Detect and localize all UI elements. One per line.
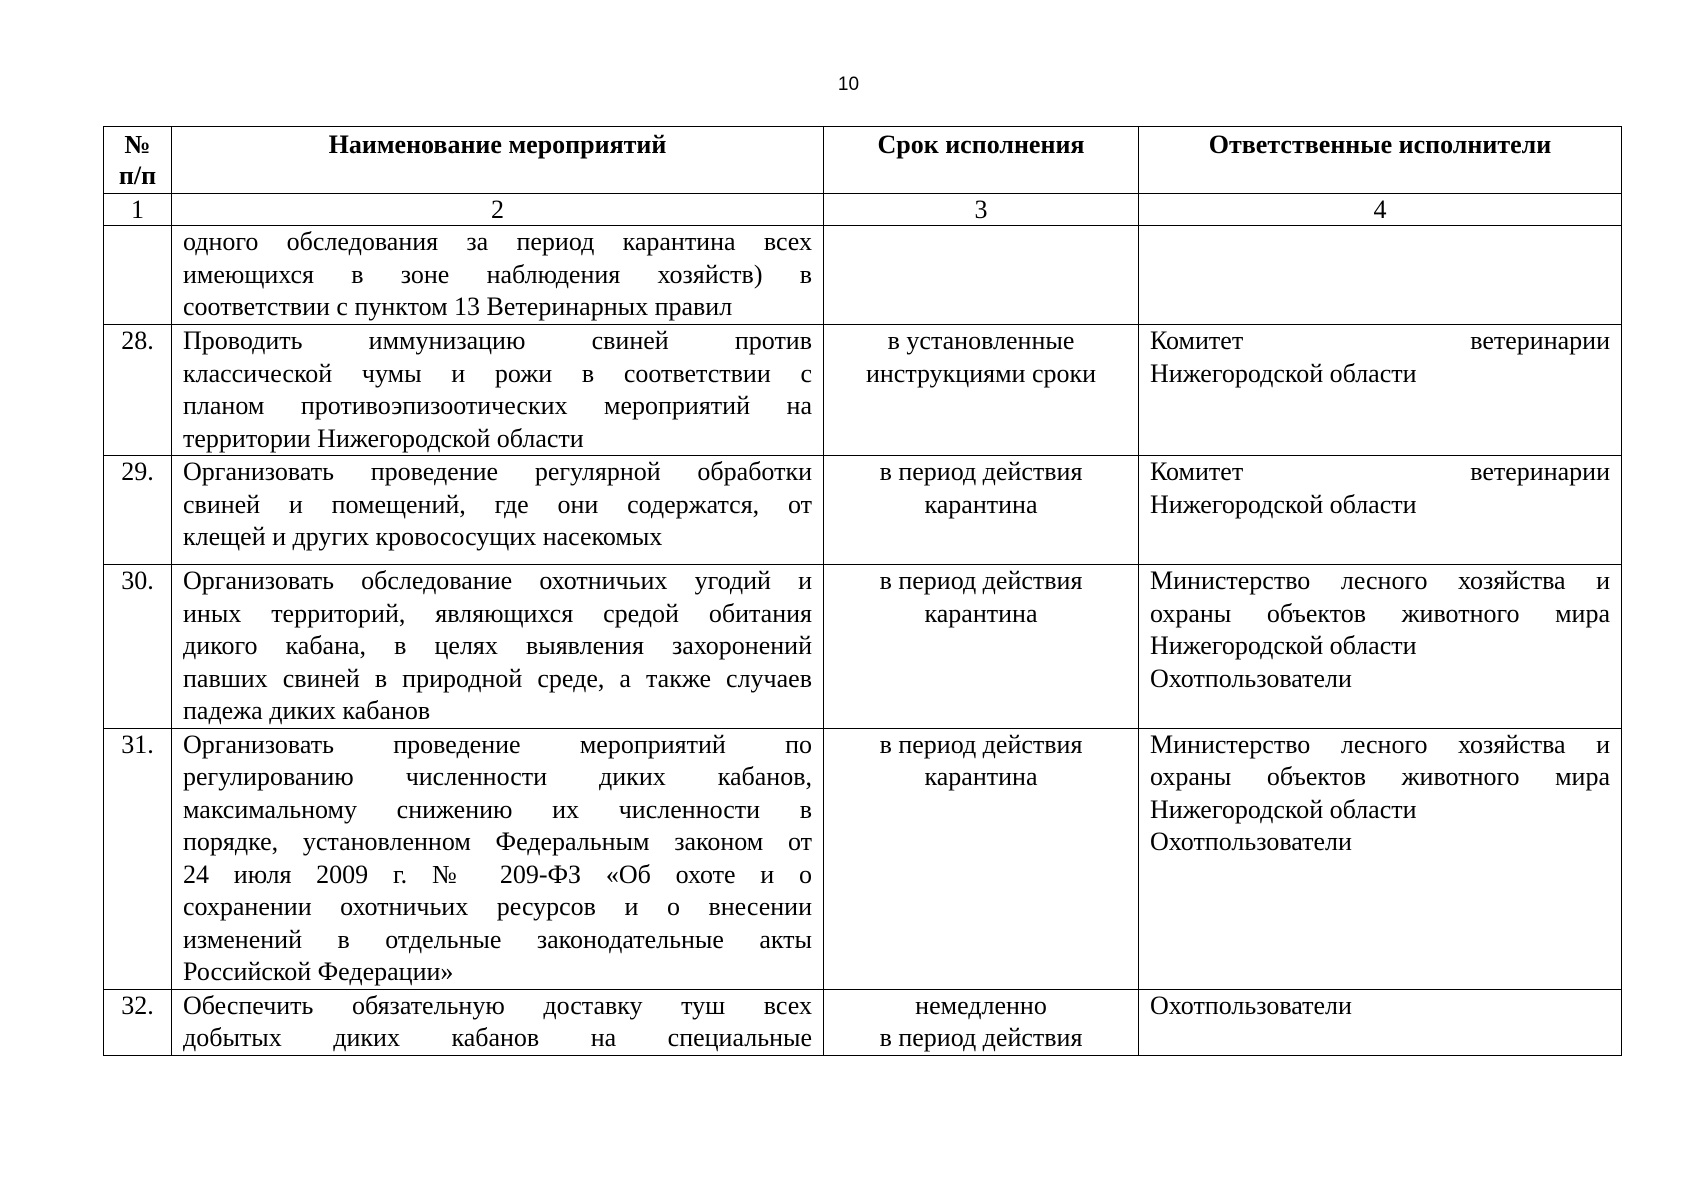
term-line: в установленные — [887, 326, 1075, 355]
task-line: Обеспечить обязательную доставку туш всех — [183, 990, 812, 1020]
row-task — [172, 456, 824, 565]
executor-line: Министерство лесного хозяйства и — [1150, 729, 1610, 759]
table-row — [104, 325, 1622, 456]
executor-line: Нижегородской области — [1150, 631, 1417, 660]
column-index-cell: 4 — [1139, 194, 1622, 226]
term-line: инструкциями сроки — [865, 358, 1097, 388]
table-row — [104, 989, 1622, 1055]
row-executors — [1139, 325, 1622, 456]
task-line: падежа диких кабанов — [183, 696, 431, 725]
header-number — [104, 127, 172, 194]
row-term — [824, 226, 1139, 325]
task-line: клещей и других кровососущих насекомых — [183, 522, 663, 551]
table-row — [104, 728, 1622, 989]
executor-line: Комитет ветеринарии — [1150, 457, 1610, 486]
row-task — [172, 989, 824, 1055]
row-term — [824, 456, 1139, 565]
task-line: 24 июля 2009 г. № 209-ФЗ «Об охоте и о — [183, 859, 812, 889]
task-line: Организовать проведение регулярной обработки — [183, 457, 812, 486]
term-line: в период действия — [879, 566, 1083, 595]
term-line: в период действия — [879, 1023, 1083, 1052]
row-term — [824, 728, 1139, 989]
task-line: Российской Федерации» — [183, 957, 454, 986]
executor-line: Нижегородской области — [1150, 794, 1417, 824]
term-line: карантина — [924, 762, 1038, 791]
page-number: 10 — [837, 74, 860, 95]
task-line: максимальному снижению их численности в — [183, 794, 812, 824]
task-line: изменений в отдельные законодательные акты — [183, 924, 812, 954]
task-line: Проводить иммунизацию свиней против — [183, 326, 812, 355]
row-number: 29. — [104, 456, 172, 565]
header-number-sign: № — [124, 130, 151, 159]
task-line: павших свиней в природной среде, а также случаев — [183, 663, 812, 693]
header-number-pp: п/п — [118, 161, 157, 190]
task-line: дикого кабана, в целях выявления захоронений — [183, 631, 812, 660]
row-number: 28. — [104, 325, 172, 456]
row-term — [824, 325, 1139, 456]
table-row — [104, 456, 1622, 565]
row-term — [824, 989, 1139, 1055]
row-number: 30. — [104, 565, 172, 729]
term-line: карантина — [924, 489, 1038, 519]
term-line: в период действия — [879, 729, 1083, 759]
task-line: порядке, установленном Федеральным законом от — [183, 827, 812, 856]
row-task — [172, 728, 824, 989]
measures-table — [103, 126, 1622, 1056]
row-executors — [1139, 728, 1622, 989]
row-number — [104, 226, 172, 325]
executor-line: Охотпользователи — [1150, 990, 1352, 1020]
term-line: карантина — [924, 598, 1038, 628]
executor-line: Министерство лесного хозяйства и — [1150, 566, 1610, 595]
row-task — [172, 565, 824, 729]
executor-line: Нижегородской области — [1150, 358, 1417, 388]
task-line: регулированию численности диких кабанов, — [183, 762, 812, 791]
column-index-cell: 1 — [104, 194, 172, 226]
table-row — [104, 565, 1622, 729]
row-task — [172, 226, 824, 325]
row-executors — [1139, 565, 1622, 729]
executor-line: Нижегородской области — [1150, 489, 1417, 519]
task-line: Организовать проведение мероприятий по — [183, 729, 812, 759]
task-line: планом противоэпизоотических мероприятий на — [183, 391, 812, 420]
task-line: одного обследования за период карантина всех — [183, 227, 812, 256]
term-line: немедленно — [915, 990, 1047, 1020]
executor-line: Комитет ветеринарии — [1150, 326, 1610, 355]
row-executors — [1139, 226, 1622, 325]
row-task — [172, 325, 824, 456]
task-line: сохранении охотничьих ресурсов и о внесении — [183, 892, 812, 921]
row-term — [824, 565, 1139, 729]
task-line: классической чумы и рожи в соответствии с — [183, 358, 812, 388]
table-row — [104, 226, 1622, 325]
header-name: Наименование мероприятий — [172, 127, 824, 194]
table-header-row — [104, 127, 1622, 194]
task-line: соответствии с пунктом 13 Ветеринарных правил — [183, 292, 733, 321]
task-line: свиней и помещений, где они содержатся, от — [183, 489, 812, 519]
executor-line: Охотпользователи — [1150, 827, 1352, 856]
task-line: территории Нижегородской области — [183, 423, 584, 453]
row-number: 32. — [104, 989, 172, 1055]
row-executors — [1139, 456, 1622, 565]
executor-line: охраны объектов животного мира — [1150, 598, 1610, 628]
task-line: иных территорий, являющихся средой обитания — [183, 598, 812, 628]
column-index-row — [104, 194, 1622, 226]
column-index-cell: 2 — [172, 194, 824, 226]
column-index-cell: 3 — [824, 194, 1139, 226]
row-executors — [1139, 989, 1622, 1055]
executor-line: Охотпользователи — [1150, 663, 1352, 693]
header-executors: Ответственные исполнители — [1139, 127, 1622, 194]
task-line: Организовать обследование охотничьих угодий и — [183, 566, 812, 595]
task-line: имеющихся в зоне наблюдения хозяйств) в — [183, 259, 812, 289]
row-number: 31. — [104, 728, 172, 989]
term-line: в период действия — [879, 457, 1083, 486]
task-line: добытых диких кабанов на специальные — [183, 1023, 812, 1052]
header-term: Срок исполнения — [824, 127, 1139, 194]
executor-line: охраны объектов животного мира — [1150, 762, 1610, 791]
